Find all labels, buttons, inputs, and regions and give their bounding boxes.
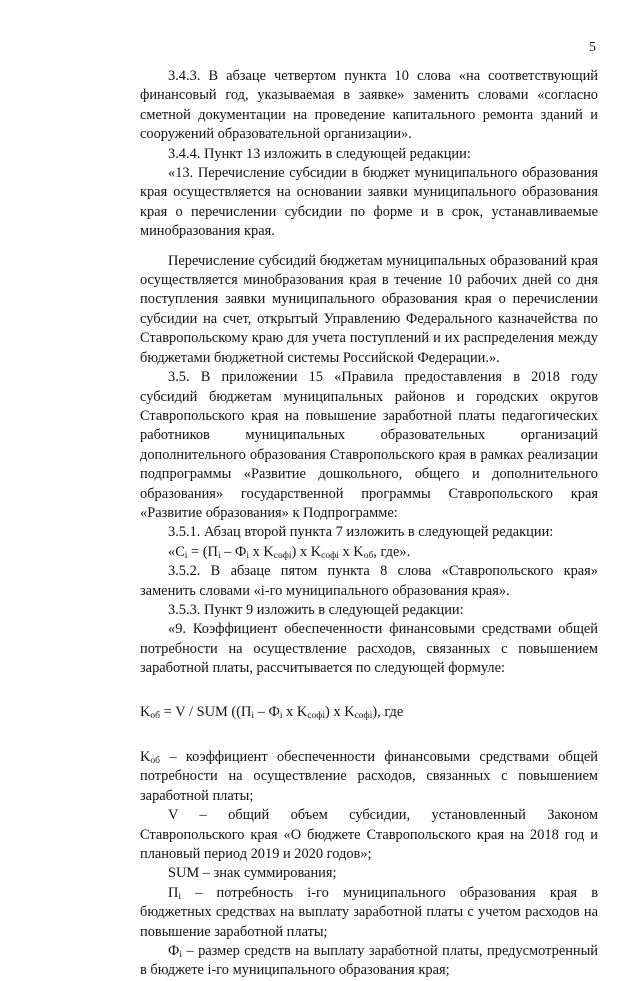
paragraph: 3.4.3. В абзаце четвертом пункта 10 слова «на соответствующий финансовый год, указываемая в заявке» заменить словами «согласно сметной документации на проведение капитального ремонта зданий и сооружений образовательной организации».: [140, 68, 598, 143]
page-number: 5: [589, 40, 596, 55]
paragraph: 3.4.4. Пункт 13 изложить в следующей редакции:: [168, 145, 471, 162]
definition-v: V – общий объем субсидии, установленный Законом Ставропольского края «О бюджете Ставропольского края на 2018 год и плановый период 2019 и 2020 годов»;: [140, 807, 598, 863]
formula-display: $K_{об} = V$ / SUM (($П_i - Ф_i$ x $K_{софi}$) x $K_{софi}$), где: [140, 703, 404, 721]
document-body: [140, 67, 598, 981]
definition-phi: $Ф_i$ – размер средств на выплату заработной платы, предусмотренный в бюджете i-го муниципального образования края;: [140, 943, 598, 979]
paragraph: Перечисление субсидий бюджетам муниципальных образований края осуществляется минобразования края в течение 10 рабочих дней со дня поступления заявки муниципального образования края о перечислении субсидии на счет, открытый Управлению Федерального казначейства по Ставропольскому краю для учета поступлений и их распределения между бюджетами бюджетной системы Российской Федерации.».: [140, 252, 598, 366]
paragraph: «13. Перечисление субсидии в бюджет муниципального образования края осуществляется на основании заявки муниципального образования края о перечислении субсидии по форме и в срок, устанавливаемые минобразования края.: [140, 165, 598, 240]
paragraph: 3.5.3. Пункт 9 изложить в следующей редакции:: [168, 601, 464, 618]
paragraph: 3.5. В приложении 15 «Правила предоставления в 2018 году субсидий бюджетам муниципальных районов и городских округов Ставропольского края на повышение заработной платы педагогических работников муниципальных образовательных организаций дополнительного образования Ставропольского края в рамках реализации подпрограммы «Развитие дошкольного, общего и дополнительного образования» государственной программы Ставропольского края «Развитие образования» к Подпрограмме:: [140, 369, 598, 521]
formula-inline: «$C_i = (П_i - Ф_i$ x $K_{софi}$) x $K_{софi}$ x $K_{об}$, где».: [168, 543, 411, 561]
paragraph: «9. Коэффициент обеспеченности финансовыми средствами общей потребности на осуществление расходов, связанных с повышением заработной платы, рассчитывается по следующей формуле:: [140, 621, 598, 677]
definition-kob: $K_{об}$ – коэффициент обеспеченности финансовыми средствами общей потребности на осуществление расходов, связанных с повышением заработной платы;: [140, 749, 598, 804]
definition-sum: SUM – знак суммирования;: [168, 865, 337, 882]
paragraph: 3.5.2. В абзаце пятом пункта 8 слова «Ставропольского края» заменить словами «i-го муниципального образования края».: [140, 563, 598, 599]
definition-pi: $П_i$ – потребность i-го муниципального образования края в бюджетных средствах на выплату заработной платы с учетом расходов на повышение заработной платы;: [140, 884, 598, 940]
paragraph: 3.5.1. Абзац второй пункта 7 изложить в следующей редакции:: [168, 524, 554, 541]
